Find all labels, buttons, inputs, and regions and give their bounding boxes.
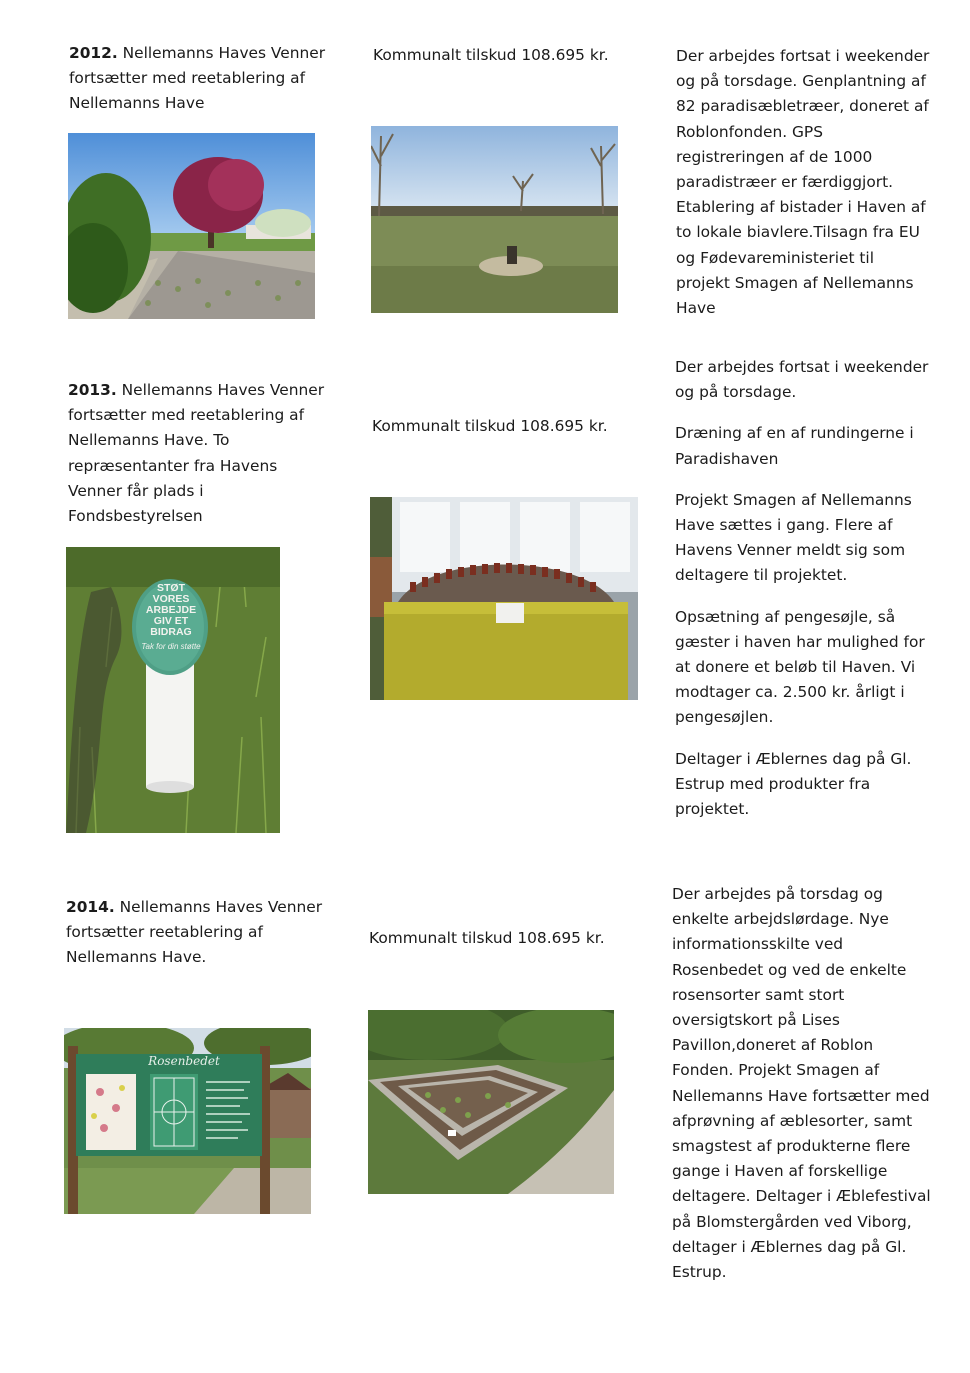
donation-sign-text [134,583,208,652]
entry-2012-notes [676,44,931,337]
photo-product-display [370,497,638,700]
entry-2013-heading [68,378,328,529]
sign-line: Tak for din støtte [141,642,201,651]
entry-2013-heading-text: Nellemanns Haves Venner fortsætter med reetablering af Nellemanns Have. To repræsentanter fra Havens Venner får plads i Fondsbestyrelsen [68,381,325,526]
photo-rose-bed [368,1010,614,1194]
sign-line: GIV ET [153,615,189,627]
entry-2012-year: 2012. [69,44,118,62]
entry-2012-subsidy: Kommunalt tilskud 108.695 kr. [373,46,609,64]
sign-line: STØT [157,582,185,594]
photo-donation-pillar [66,547,280,833]
photo-orchard-field [371,126,618,313]
note-paragraph: Opsætning af pengesøjle, så gæster i haven har mulighed for at donere et beløb til Haven. Vi modtager ca. 2.500 kr. årligt i pengesøjlen. [675,607,925,727]
note-paragraph: Der arbejdes på torsdag og enkelte arbejdslørdage. Nye informationsskilte ved Rosenbedet og ved de enkelte rosensorter samt stort oversigtskort på Lises Pavillon,doneret af Roblon Fonden. Projekt Smagen af Nellemanns Have fortsætter med afprøvning af æblesorter, samt smagstest af produkterne flere gange i Haven af forskellige deltagere. Deltager i Æblefestival på Blomstergården ved Viborg, deltager i Æblernes dag på Gl. Estrup. [672,885,931,1282]
note-paragraph: Der arbejdes fortsat i weekender og på torsdage. [675,358,929,402]
entry-2014-notes [672,882,934,1301]
entry-2013-year: 2013. [68,381,117,399]
entry-2012-heading [69,41,329,117]
sign-line: ARBEJDE [145,604,197,616]
entry-2012-heading-text: Nellemanns Haves Venner fortsætter med reetablering af Nellemanns Have [69,44,326,113]
entry-2014-year: 2014. [66,898,115,916]
entry-2013-notes [675,355,935,838]
rose-bed-board-title: Rosenbedet [148,1054,220,1068]
entry-2014-heading [66,895,326,971]
photo-garden-tree [68,133,315,319]
note-paragraph: Projekt Smagen af Nellemanns Have sættes i gang. Flere af Havens Venner meldt sig som deltagere til projektet. [675,490,912,585]
sign-line: BIDRAG [150,626,192,638]
note-paragraph: Dræning af en af rundingerne i Paradishaven [675,424,914,468]
note-paragraph: Der arbejdes fortsat i weekender og på torsdage. Genplantning af 82 paradisæbletræer, doneret af Roblonfonden. GPS registreringen af de 1000 paradistræer er færdiggjort. Etablering af bistader i Haven af to lokale biavlere.Tilsagn fra EU og Fødevareministeriet til projekt Smagen af Nellemanns Have [676,47,930,318]
entry-2013-subsidy: Kommunalt tilskud 108.695 kr. [372,417,608,435]
note-paragraph: Deltager i Æblernes dag på Gl. Estrup med produkter fra projektet. [675,749,912,819]
entry-2014-heading-text: Nellemanns Haves Venner fortsætter reetablering af Nellemanns Have. [66,898,323,967]
sign-line: VORES [152,593,190,605]
entry-2014-subsidy: Kommunalt tilskud 108.695 kr. [369,929,605,947]
photo-rose-bed-sign [64,1028,311,1214]
